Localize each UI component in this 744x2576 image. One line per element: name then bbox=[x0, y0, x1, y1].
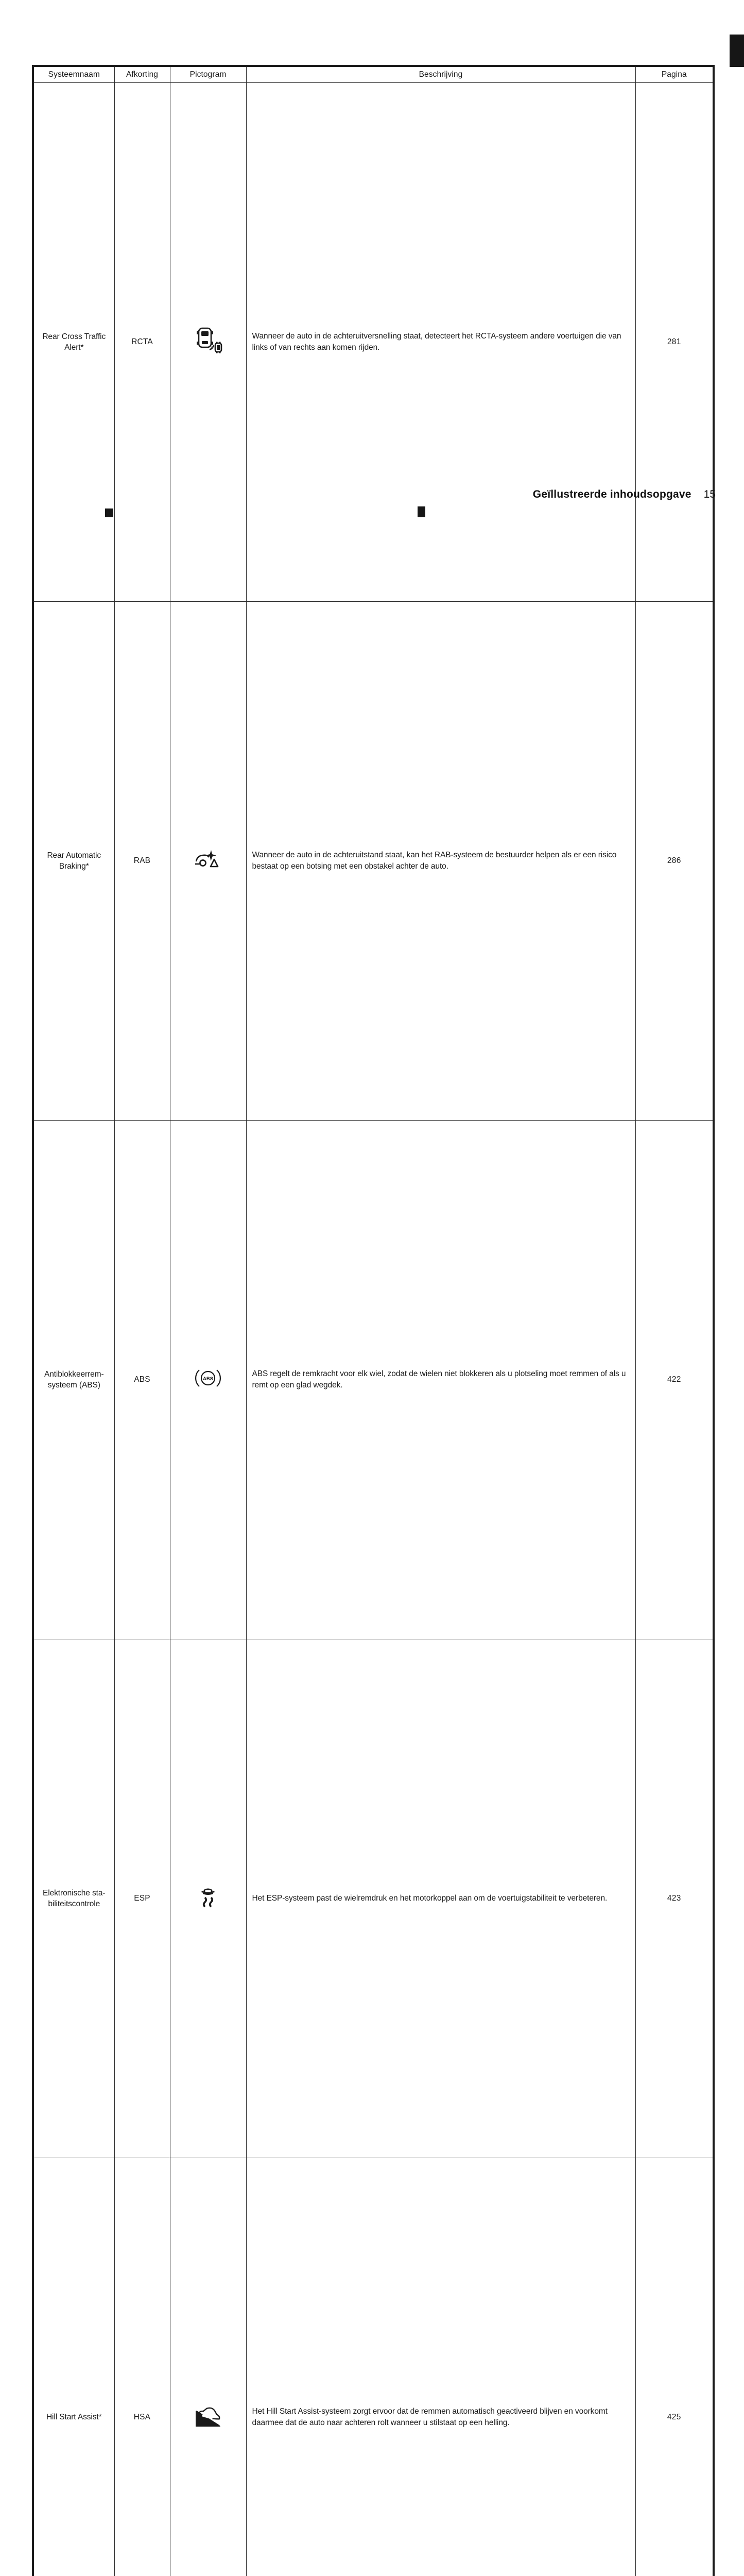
table-row bbox=[33, 1120, 714, 1639]
abbreviation-cell: HSA bbox=[114, 2158, 170, 2576]
rear-automatic-braking-icon bbox=[194, 863, 222, 872]
page-footer bbox=[533, 488, 716, 501]
description-cell: ABS regelt de remkracht voor elk wiel, zodat de wielen niet blokkeren als u plotseling moet remmen of als u remt op een glad wegdek. bbox=[246, 1120, 635, 1639]
header-systeemnaam: Systeemnaam bbox=[33, 66, 114, 82]
page-cell: 422 bbox=[635, 1120, 714, 1639]
system-name-cell: Hill Start Assist* bbox=[33, 2158, 114, 2576]
page-cell: 423 bbox=[635, 1639, 714, 2158]
section-tab-marker bbox=[730, 35, 744, 67]
systems-table bbox=[32, 65, 715, 2576]
page-cell: 286 bbox=[635, 601, 714, 1120]
abbreviation-cell: ABS bbox=[114, 1120, 170, 1639]
abs-icon bbox=[195, 1376, 221, 1392]
header-beschrijving: Beschrijving bbox=[246, 66, 635, 82]
footer-page-number: 15 bbox=[703, 488, 716, 500]
table-row bbox=[33, 601, 714, 1120]
description-cell: Wanneer de auto in de achteruitversnelling staat, detecteert het RCTA-systeem andere voertuigen die van links of van rechts aan komen rijden. bbox=[246, 82, 635, 601]
page-cell: 425 bbox=[635, 2158, 714, 2576]
system-name-cell: Rear Automatic Braking* bbox=[33, 601, 114, 1120]
rear-cross-traffic-icon bbox=[193, 348, 223, 357]
print-mark-left bbox=[105, 509, 113, 517]
description-cell: Wanneer de auto in de achteruitstand staat, kan het RAB-systeem de bestuurder helpen als er een risico bestaat op een botsing met een obstakel achter de auto. bbox=[246, 601, 635, 1120]
table-row bbox=[33, 82, 714, 601]
description-cell: Het Hill Start Assist-systeem zorgt ervoor dat de remmen automatisch geactiveerd blijven en voorkomt daarmee dat de auto naar achteren rolt wanneer u stilstaat op een helling. bbox=[246, 2158, 635, 2576]
abs-icon-label: ABS bbox=[202, 1376, 214, 1382]
system-name-cell: Antiblokkeerrem-systeem (ABS) bbox=[33, 1120, 114, 1639]
esp-icon bbox=[197, 1901, 219, 1910]
abbreviation-cell: RCTA bbox=[114, 82, 170, 601]
header-pagina: Pagina bbox=[635, 66, 714, 82]
system-name-cell: Rear Cross Traffic Alert* bbox=[33, 82, 114, 601]
pictogram-cell bbox=[170, 601, 246, 1120]
pictogram-cell bbox=[170, 1639, 246, 2158]
table-header-row bbox=[33, 66, 714, 82]
abbreviation-cell: RAB bbox=[114, 601, 170, 1120]
system-name-cell: Elektronische sta-biliteitscontrole bbox=[33, 1639, 114, 2158]
description-cell: Het ESP-systeem past de wielremdruk en het motorkoppel aan om de voertuigstabiliteit te verbeteren. bbox=[246, 1639, 635, 2158]
print-mark-right bbox=[418, 506, 425, 517]
hill-start-assist-icon bbox=[194, 2421, 222, 2430]
pictogram-cell bbox=[170, 2158, 246, 2576]
page-cell: 281 bbox=[635, 82, 714, 601]
table-row bbox=[33, 1639, 714, 2158]
abbreviation-cell: ESP bbox=[114, 1639, 170, 2158]
pictogram-cell bbox=[170, 82, 246, 601]
header-pictogram: Pictogram bbox=[170, 66, 246, 82]
footer-section-title: Geïllustreerde inhoudsopgave bbox=[532, 488, 691, 500]
table-row bbox=[33, 2158, 714, 2576]
pictogram-cell bbox=[170, 1120, 246, 1639]
header-afkorting: Afkorting bbox=[114, 66, 170, 82]
